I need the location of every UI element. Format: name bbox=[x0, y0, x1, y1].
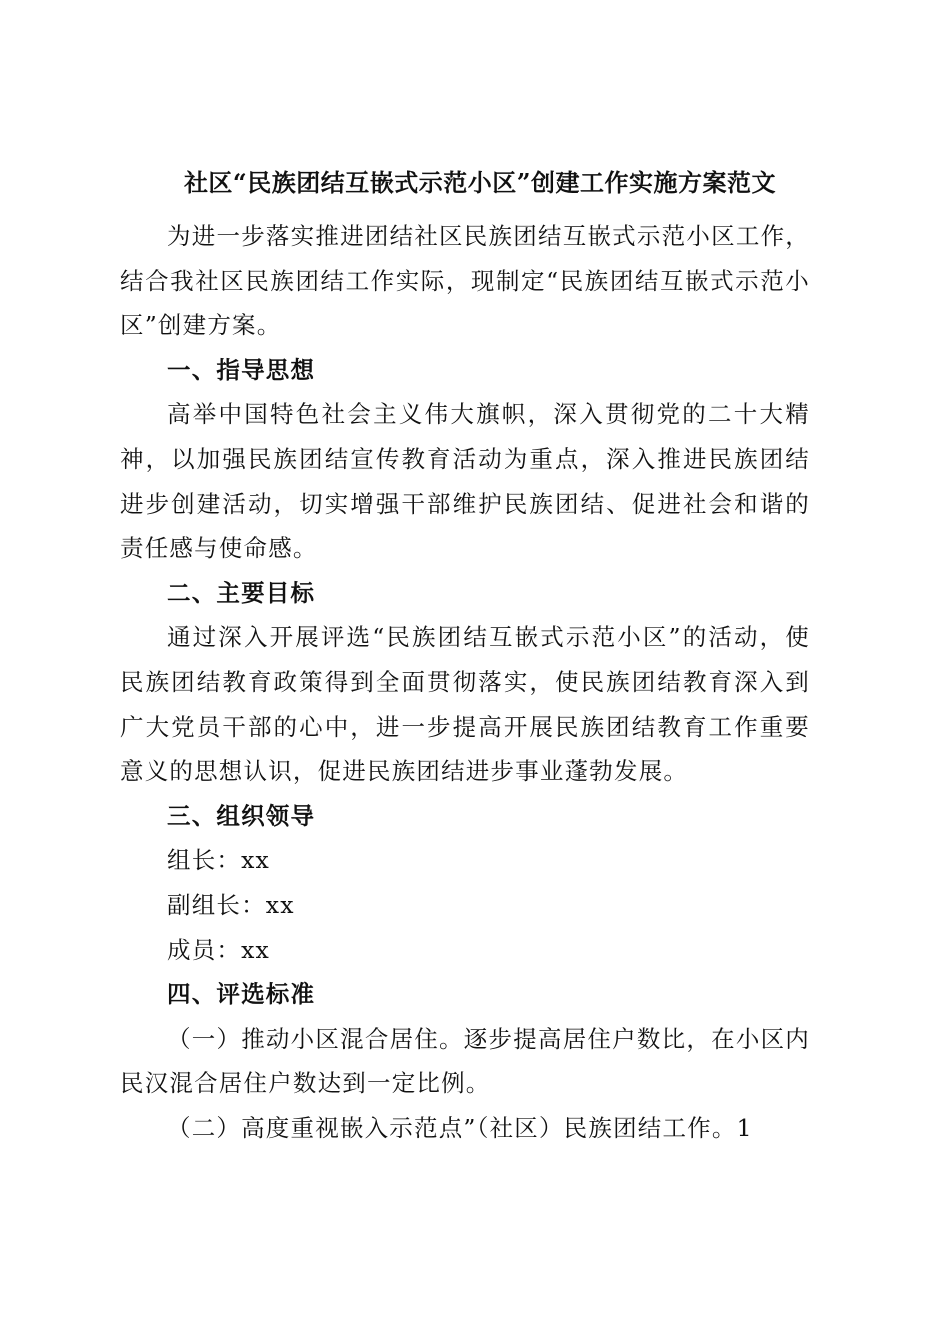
document-body bbox=[120, 214, 810, 1150]
organization-deputy-leader: 副组长：xx bbox=[167, 890, 295, 919]
section-heading-selection-criteria: 四、评选标准 bbox=[167, 980, 316, 1009]
guiding-ideology-paragraph: 高举中国特色社会主义伟大旗帜，深入贯彻党的二十大精神，以加强民族团结宣传教育活动为重点，深入推进民族团结进步创建活动，切实增强干部维护民族团结、促进社会和谐的责任感与使命感。 bbox=[120, 400, 810, 563]
criteria-item-1: （一）推动小区混合居住。逐步提高居住户数比，在小区内民汉混合居住户数达到一定比例。 bbox=[120, 1024, 810, 1098]
document-title: 社区“民族团结互嵌式示范小区”创建工作实施方案范文 bbox=[183, 168, 777, 197]
criteria-item-2: （二）高度重视嵌入示范点”（社区）民族团结工作。1 bbox=[167, 1113, 753, 1142]
organization-members: 成员：xx bbox=[167, 935, 271, 964]
main-goals-paragraph: 通过深入开展评选“民族团结互嵌式示范小区”的活动，使民族团结教育政策得到全面贯彻落实，使民族团结教育深入到广大党员干部的心中，进一步提高开展民族团结教育工作重要意义的思想认识，促进民族团结进步事业蓬勃发展。 bbox=[120, 623, 810, 786]
organization-leader: 组长：xx bbox=[167, 846, 271, 875]
section-heading-guiding-ideology: 一、指导思想 bbox=[167, 355, 316, 384]
section-heading-main-goals: 二、主要目标 bbox=[167, 578, 316, 607]
intro-paragraph: 为进一步落实推进团结社区民族团结互嵌式示范小区工作，结合我社区民族团结工作实际，现制定“民族团结互嵌式示范小区”创建方案。 bbox=[120, 222, 810, 340]
section-heading-organization: 三、组织领导 bbox=[167, 801, 316, 830]
